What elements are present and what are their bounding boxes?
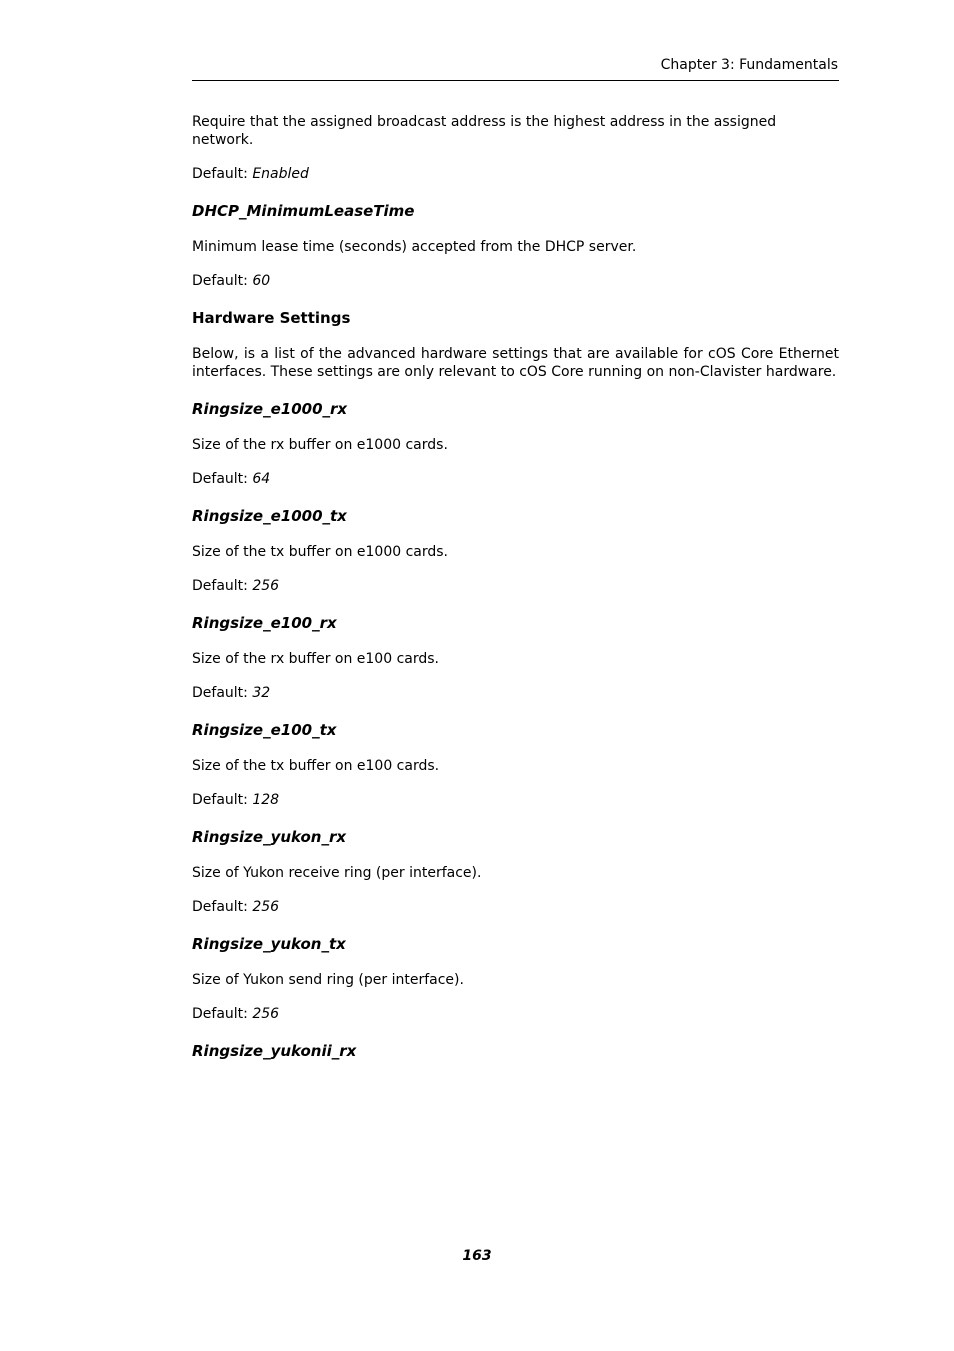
param-description: Size of Yukon send ring (per interface). bbox=[192, 972, 464, 988]
default-value: Enabled bbox=[252, 166, 309, 182]
param-title-ringsize-yukon-rx: Ringsize_yukon_rx bbox=[192, 828, 347, 846]
param-description: Size of the rx buffer on e100 cards. bbox=[192, 651, 439, 667]
param-title-ringsize-e100-tx: Ringsize_e100_tx bbox=[192, 721, 337, 739]
param-default bbox=[192, 791, 839, 809]
default-value: 60 bbox=[252, 273, 271, 289]
page-content bbox=[192, 113, 839, 1078]
section-description: Below, is a list of the advanced hardware settings that are available for cOS Core Ethernet interfaces. These settings are only relevant to cOS Core running on non-Clavister hardware. bbox=[192, 346, 839, 380]
param-default bbox=[192, 898, 839, 916]
default-label: Default: bbox=[192, 471, 253, 487]
param-title-ringsize-e1000-tx: Ringsize_e1000_tx bbox=[192, 507, 347, 525]
default-value: 256 bbox=[252, 899, 280, 915]
page-number: 163 bbox=[462, 1248, 492, 1264]
param-description: Size of Yukon receive ring (per interface). bbox=[192, 865, 482, 881]
param-default bbox=[192, 1005, 839, 1023]
chapter-header: Chapter 3: Fundamentals bbox=[660, 57, 838, 73]
default-label: Default: bbox=[192, 166, 253, 182]
section-title-hardware-settings: Hardware Settings bbox=[192, 309, 351, 327]
default-label: Default: bbox=[192, 1006, 253, 1022]
param-default bbox=[192, 684, 839, 702]
default-value: 128 bbox=[252, 792, 280, 808]
param-title-ringsize-yukon-tx: Ringsize_yukon_tx bbox=[192, 935, 346, 953]
default-label: Default: bbox=[192, 792, 253, 808]
param-title-ringsize-e100-rx: Ringsize_e100_rx bbox=[192, 614, 337, 632]
param-description: Size of the tx buffer on e1000 cards. bbox=[192, 544, 449, 560]
default-label: Default: bbox=[192, 273, 253, 289]
param-default bbox=[192, 470, 839, 488]
default-label: Default: bbox=[192, 685, 253, 701]
default-value: 256 bbox=[252, 578, 280, 594]
param-description: Size of the tx buffer on e100 cards. bbox=[192, 758, 440, 774]
header-divider bbox=[192, 80, 839, 81]
param-description: Minimum lease time (seconds) accepted from the DHCP server. bbox=[192, 239, 637, 255]
param-title-dhcp-minimum-lease-time: DHCP_MinimumLeaseTime bbox=[192, 202, 415, 220]
default-label: Default: bbox=[192, 578, 253, 594]
intro-default bbox=[192, 165, 839, 183]
intro-description: Require that the assigned broadcast address is the highest address in the assigned network. bbox=[192, 114, 777, 148]
default-value: 64 bbox=[252, 471, 271, 487]
default-value: 256 bbox=[252, 1006, 280, 1022]
param-title-ringsize-e1000-rx: Ringsize_e1000_rx bbox=[192, 400, 348, 418]
param-default bbox=[192, 577, 839, 595]
default-value: 32 bbox=[252, 685, 271, 701]
param-title-ringsize-yukonii-rx: Ringsize_yukonii_rx bbox=[192, 1042, 357, 1060]
param-default bbox=[192, 272, 839, 290]
param-description: Size of the rx buffer on e1000 cards. bbox=[192, 437, 448, 453]
default-label: Default: bbox=[192, 899, 253, 915]
